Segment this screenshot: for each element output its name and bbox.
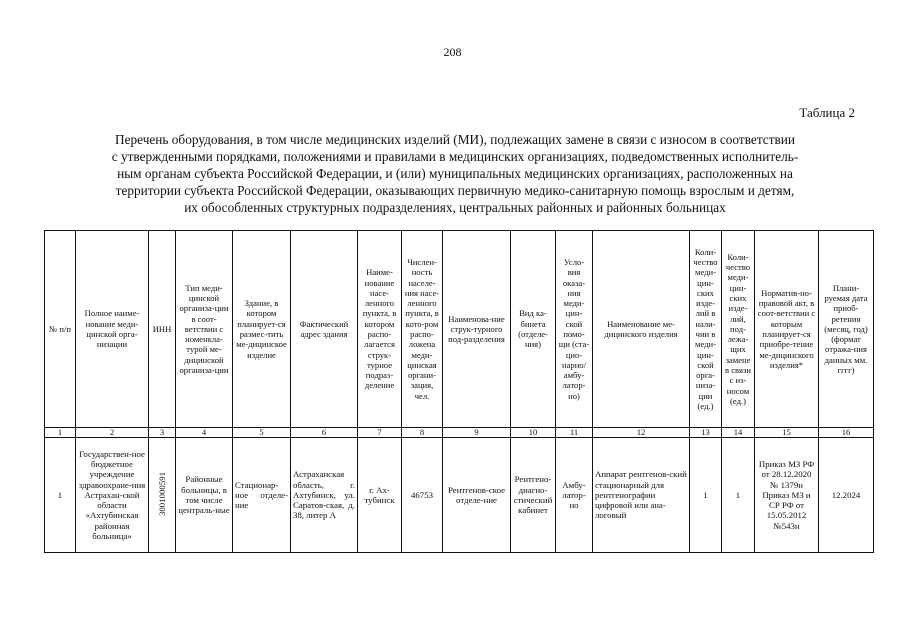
column-number-cell: 12: [593, 428, 690, 438]
header-cell: ИНН: [149, 231, 176, 428]
cabinet-type-cell: Рентгено-диагно-стический кабинет: [511, 438, 556, 553]
title-line: Перечень оборудования, в том числе медицинских изделий (МИ), подлежащих замене в связи с износом в соответствии: [114, 132, 796, 147]
header-cell: Усло-вия оказа-ния меди-цин-ской помо-щи (ста-цио-нарно/ амбу-латор-но): [556, 231, 593, 428]
organization-type-cell: Районные больницы, в том числе централь-ные: [176, 438, 233, 553]
column-number-cell: 15: [755, 428, 819, 438]
title-line: территории субъекта Российской Федерации, оказывающих первичную медико-санитарную помощь взрослым и детям,: [115, 183, 795, 198]
header-cell: Здание, в котором планирует-ся размес-тить ме-дицинское изделие: [233, 231, 291, 428]
header-row: [45, 231, 874, 428]
care-conditions-cell: Амбу-латор-но: [556, 438, 593, 553]
column-number-cell: 10: [511, 428, 556, 438]
title-line: с утвержденными порядками, положениями и правилами в медицинских организациях, подведомственных исполнитель-: [111, 149, 799, 164]
subdivision-cell: Рентгенов-ское отделе-ние: [443, 438, 511, 553]
locality-cell: г. Ах-тубинск: [358, 438, 402, 553]
column-number-cell: 2: [76, 428, 149, 438]
header-cell: Вид ка-бинета (отделе-ния): [511, 231, 556, 428]
table-caption: Таблица 2: [799, 105, 855, 120]
devices-available-cell: 1: [690, 438, 722, 553]
header-cell: Наименование ме-дицинского изделия: [593, 231, 690, 428]
table-row: [45, 438, 874, 553]
header-cell: Плани-руемая дата приоб-ретения (месяц, год) (формат отража-ния данных мм. гггг): [819, 231, 874, 428]
header-cell: Наименова-ние струк-турного под-разделения: [443, 231, 511, 428]
devices-to-replace-cell: 1: [722, 438, 755, 553]
document-title: [80, 131, 830, 216]
device-name-cell: Аппарат рентгенов-ский стационарный для рентгенографии цифровой или ана-логовый: [593, 438, 690, 553]
legal-act-cell: Приказ МЗ РФ от 28.12.2020 № 1379н Приказ МЗ и СР РФ от 15.05.2012 №543н: [755, 438, 819, 553]
header-cell: Полное наиме-нование меди-цинской орга-низации: [76, 231, 149, 428]
column-number-cell: 8: [402, 428, 443, 438]
header-cell: Коли-чество меди-цин-ских изде-лий в нали-чии в меди-цин-ской орга-низа-ции (ед.): [690, 231, 722, 428]
column-number-cell: 16: [819, 428, 874, 438]
inn-cell: [149, 438, 176, 553]
inn-value: 3001000591: [156, 471, 167, 516]
column-number-row: [45, 428, 874, 438]
header-cell: Числен-ность населе-ния насе-ленного пункта, в кото-ром распо-ложена меди-цинская органи-зация, чел.: [402, 231, 443, 428]
planned-date-cell: 12.2024: [819, 438, 874, 553]
column-number-cell: 13: [690, 428, 722, 438]
header-cell: Коли-чество меди-цин-ских изде-лий, под-лежа-щих замене в связи с из-носом (ед.): [722, 231, 755, 428]
header-cell: № п/п: [45, 231, 76, 428]
column-number-cell: 1: [45, 428, 76, 438]
header-cell: Фактический адрес здания: [291, 231, 358, 428]
column-number-cell: 14: [722, 428, 755, 438]
header-cell: Норматив-но-правовой акт, в соот-ветствии с которым планирует-ся приобре-тение ме-дицинского изделия*: [755, 231, 819, 428]
column-number-cell: 4: [176, 428, 233, 438]
building-cell: Стационар-ное отделе-ние: [233, 438, 291, 553]
column-number-cell: 11: [556, 428, 593, 438]
title-line: их обособленных структурных подразделениях, центральных районных и районных больницах: [184, 200, 726, 215]
row-number-cell: 1: [45, 438, 76, 553]
column-number-cell: 9: [443, 428, 511, 438]
title-line: ным органам субъекта Российской Федерации, и (или) муниципальных медицинских организациях, расположенных на: [117, 166, 793, 181]
column-number-cell: 6: [291, 428, 358, 438]
page-number: 208: [443, 45, 462, 59]
equipment-table: [44, 230, 874, 553]
column-number-cell: 7: [358, 428, 402, 438]
column-number-cell: 3: [149, 428, 176, 438]
column-number-cell: 5: [233, 428, 291, 438]
header-cell: Наиме-нование насе-ленного пункта, в котором распо-лагается струк-турное подраз-деление: [358, 231, 402, 428]
population-cell: 46753: [402, 438, 443, 553]
address-cell: Астраханская область, г. Ахтубинск, ул. Саратов-ская, д. 38, литер А: [291, 438, 358, 553]
organization-name-cell: Государствен-ное бюджетное учреждение здравоохране-ния Астрахан-ской области «Ахтубинская районная больница»: [76, 438, 149, 553]
header-cell: Тип меди-цинской организа-ции в соот-ветствии с номенкла-турой ме-дицинской организа-ции: [176, 231, 233, 428]
